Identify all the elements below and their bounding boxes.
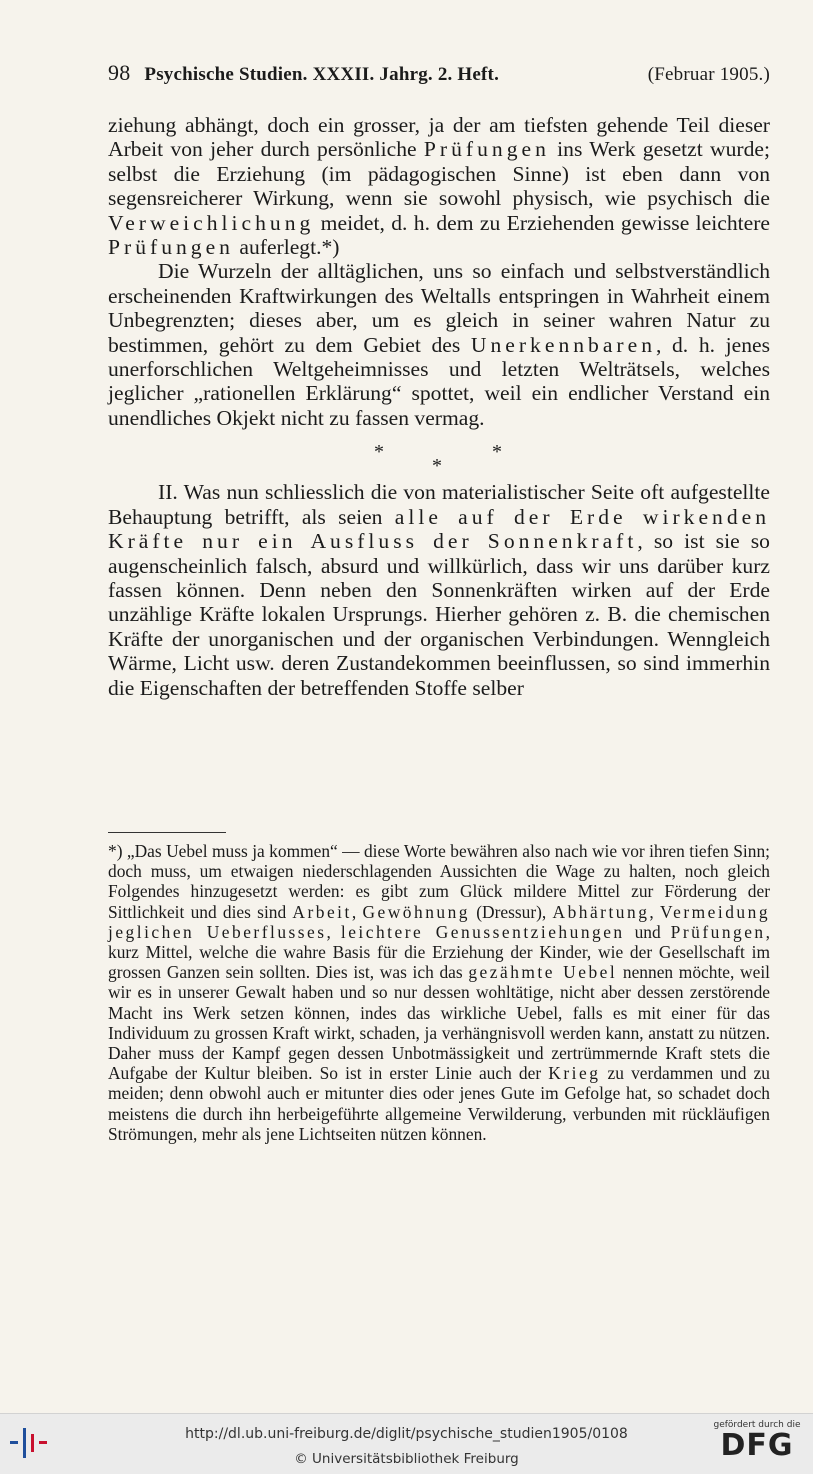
paragraph-1: ziehung abhängt, doch ein grosser, ja der am tiefsten gehende Teil dieser Arbeit von jeher durch persönliche Prüfungen ins Werk gesetzt wurde; selbst die Erziehung (im pädagogischen Sinne) ist eben dann von segensreicherer Wirkung, wenn sie sowohl physisch, wie psychisch die Verweichlichung meidet, d. h. dem zu Erziehenden gewisse leichtere Prüfungen auferlegt.*): [108, 113, 771, 260]
running-header: [108, 60, 770, 92]
page-number: 98: [108, 60, 131, 85]
divider-star: *: [432, 455, 442, 478]
divider-star: *: [374, 441, 384, 464]
body-text: [108, 113, 770, 700]
paragraph-2: Die Wurzeln der alltäglichen, uns so einfach und selbstverständlich erscheinenden Kraftwirkungen des Weltalls entspringen in Wahrheit einem Unbegrenzten; dieses aber, um es gleich in seiner wahren Natur zu bestimmen, gehört zu dem Gebiet des Unerkennbaren, d. h. jenes unerforschlichen Weltgeheimnisses und letzten Welträtsels, welches jeglicher „rationellen Erklärung“ spottet, weil ein endlicher Verstand ein unendliches Okjekt nicht zu fassen vermag.: [108, 259, 770, 430]
journal-title: Psychische Studien. XXXII. Jahrg. 2. Heft.: [144, 64, 500, 85]
copyright-notice: © Universitätsbibliothek Freiburg: [294, 1451, 519, 1467]
dfg-logo-text: DFG: [720, 1428, 794, 1463]
issue-date: (Februar 1905.): [647, 64, 770, 85]
dfg-caption: gefördert durch die: [713, 1420, 801, 1430]
divider-star: *: [492, 441, 502, 464]
footnote-text: *) „Das Uebel muss ja kommen“ — diese Worte bewähren also nach wie vor ihren tiefen Sinn; doch muss, um etwaigen niederschlagenden Aussichten die Wage zu halten, noch gleich Folgendes hinzugesetzt werden: es gibt zum Glück mildere Mittel zur Förderung der Sittlichkeit und dies sind Arbeit, Gewöhnung (Dressur), Abhärtung, Vermeidung jeglichen Ueberflusses, leichtere Genussentziehungen und Prüfungen, kurz Mittel, welche die wahre Basis für die Erziehung der Kinder, wie der Gesellschaft im grossen Ganzen sein sollten. Dies ist, was ich das gezähmte Uebel nennen möchte, weil wir es in unserer Gewalt haben und so nur dessen wohltätige, nicht aber dessen zerstörende Macht ins Werk setzen können, indes das wirkliche Uebel, falls es mit einer für das Individuum zu grossen Kraft wirkt, schaden, ja verhängnisvoll werden kann, anstatt zu nützen. Daher muss der Kampf gegen dessen Unbotmässigkeit und zertrümmernde Kraft stets die Aufgabe der Kultur bleiben. So ist in erster Linie auch der Krieg zu verdammen und zu meiden; denn obwohl auch er mitunter dies oder jenes Gute im Gefolge hat, so schadet doch meistens die durch ihn herbeigeführte allgemeine Verwilderung, verbunden mit rückläufigen Strömungen, mehr als jene Lichtseiten nützen können.: [108, 841, 771, 1144]
footnote-rule: [108, 832, 226, 833]
dfg-logo: [711, 1420, 803, 1462]
emphasis: Prüfungen: [423, 137, 550, 162]
footnote: [108, 832, 770, 1144]
emphasis: Unerkennbaren: [470, 332, 656, 357]
permalink-url[interactable]: http://dl.ub.uni-freiburg.de/diglit/psychische_studien1905/0108: [185, 1426, 628, 1442]
viewer-footer: [0, 1413, 813, 1474]
emphasis: Verweichlichung: [108, 210, 315, 235]
emphasis: Prüfungen: [108, 235, 234, 260]
paragraph-3: II. Was nun schliesslich die von materialistischer Seite oft aufgestellte Behauptung betrifft, als seien alle auf der Erde wirkenden Kräfte nur ein Ausfluss der Sonnenkraft, so ist sie so augenscheinlich falsch, absurd und willkürlich, dass wir uns darüber kurz fassen können. Denn neben den Sonnenkräften wirken auf der Erde unzählige Kräfte lokalen Ursprungs. Hierher gehören z. B. die chemischen Kräfte der unorganischen und der organischen Verbindungen. Wenngleich Wärme, Licht usw. deren Zustandekommen beeinflussen, so sind immerhin die Eigenschaften der betreffenden Stoffe selber: [108, 480, 771, 700]
emphasis: alle auf der Erde wirkenden Kräfte nur ein Ausfluss der Sonnenkraft: [108, 504, 771, 554]
section-divider: [108, 432, 770, 480]
